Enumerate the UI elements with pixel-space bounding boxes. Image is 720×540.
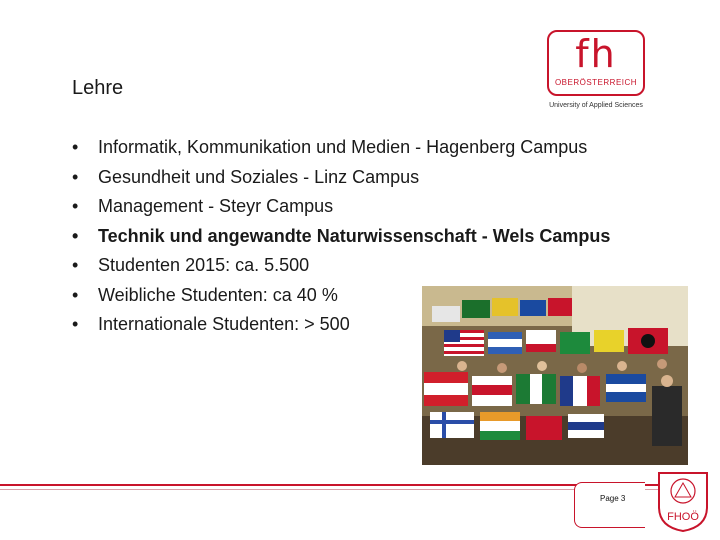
bullet-item: • Gesundheit und Soziales - Linz Campus xyxy=(72,167,632,189)
bullet-item: • Technik und angewandte Naturwissenschaft - Wels Campus xyxy=(72,226,632,248)
bullet-item: • Studenten 2015: ca. 5.500 xyxy=(72,255,632,277)
logo-region: OBERÖSTERREICH xyxy=(554,78,638,87)
page-number: Page 3 xyxy=(600,494,626,503)
slide-title: Lehre xyxy=(72,77,124,99)
bullet-item: • Informatik, Kommunikation und Medien - Hagenberg Campus xyxy=(72,137,632,159)
bullet-item: • Weibliche Studenten: ca 40 % xyxy=(72,285,632,307)
fh-logo xyxy=(543,30,649,116)
seal-text: FHOÖ xyxy=(667,511,699,523)
fhooe-seal xyxy=(651,467,715,533)
logo-subtitle: University of Applied Sciences xyxy=(549,102,643,109)
students-flags-photo xyxy=(422,286,688,465)
bullet-item: • Internationale Studenten: > 500 xyxy=(72,314,632,336)
bullet-item: • Management - Steyr Campus xyxy=(72,196,632,218)
logo-mark: fh xyxy=(575,32,617,76)
page-tab xyxy=(574,482,645,528)
